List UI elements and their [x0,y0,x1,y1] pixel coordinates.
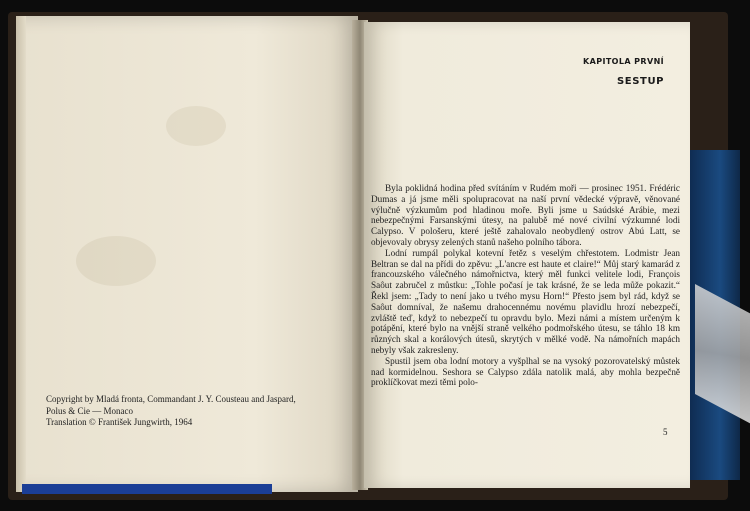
paper-stain [76,236,156,286]
copyright-line: Polus & Cie — Monaco [46,405,133,416]
chapter-title: SESTUP [617,76,665,87]
page-number: 5 [663,427,668,437]
paragraph: Spustil jsem oba lodní motory a vyšplhal se na vysoký pozorovatelský můstek nad kormidelnou. Seshora se Calypso zdála natolik malá, aby mohla bezpečně proklíčkovat mezi těmi polo- [371,355,680,388]
paper-stain [166,106,226,146]
chapter-body [371,183,680,388]
cover-strip-blue [22,484,272,494]
paragraph: Lodní rumpál polykal kotevní řetěz s veselým chřestotem. Lodmistr Jean Beltran se dal na přídi do zpěvu: „L'ancre est haute et claire!“ Můj starý kamarád z francouzského válečného námořnictva, který měl funkci velitele lodi, François Saôut zabručel z můstku: „Tohle počasí je tak krásné, že se leda může pokazit.“ Řekl jsem: „Tady to není jako u tvého mysu Horn!“ Přesto jsem byl rád, když se Saôut domníval, že našemu drahocennému novému plavidlu hrozí nebezpečí, zvláště teď, když to nebezpečí tu opravdu bylo. Mezi námi a místem určeným k potápění, které bylo na vnější straně velkého podmořského útesu, se táhlo 18 km různých skal a korálových útesů, skrytých v mělké vodě. Na námořních mapách nebyly však zakresleny. [371,247,680,355]
copyright-notice [46,394,336,429]
chapter-label: KAPITOLA PRVNÍ [583,57,665,66]
copyright-line: Copyright by Mladá fronta, Commandant J. Y. Cousteau and Jaspard, [46,394,296,404]
left-page-edge [16,16,26,492]
copyright-line: Translation © František Jungwirth, 1964 [46,417,193,427]
paragraph: Byla poklidná hodina před svítáním v Rudém moři — prosinec 1951. Frédéric Dumas a já jsme měli spolupracovat na naší první vědecké výpravě, věnované výlučně výzkumům pod hladinou moře. Byli jsme u Saúdské Arábie, mezi nebezpečnými Farsanskými útesy, na palubě mé nové civilní výzkumné lodi Calypso. V pološeru, které ještě zahalovalo neobydlený ostrov Abú Latt, se objevovaly obrysy zelených stanů našeho polního tábora. [371,183,680,247]
